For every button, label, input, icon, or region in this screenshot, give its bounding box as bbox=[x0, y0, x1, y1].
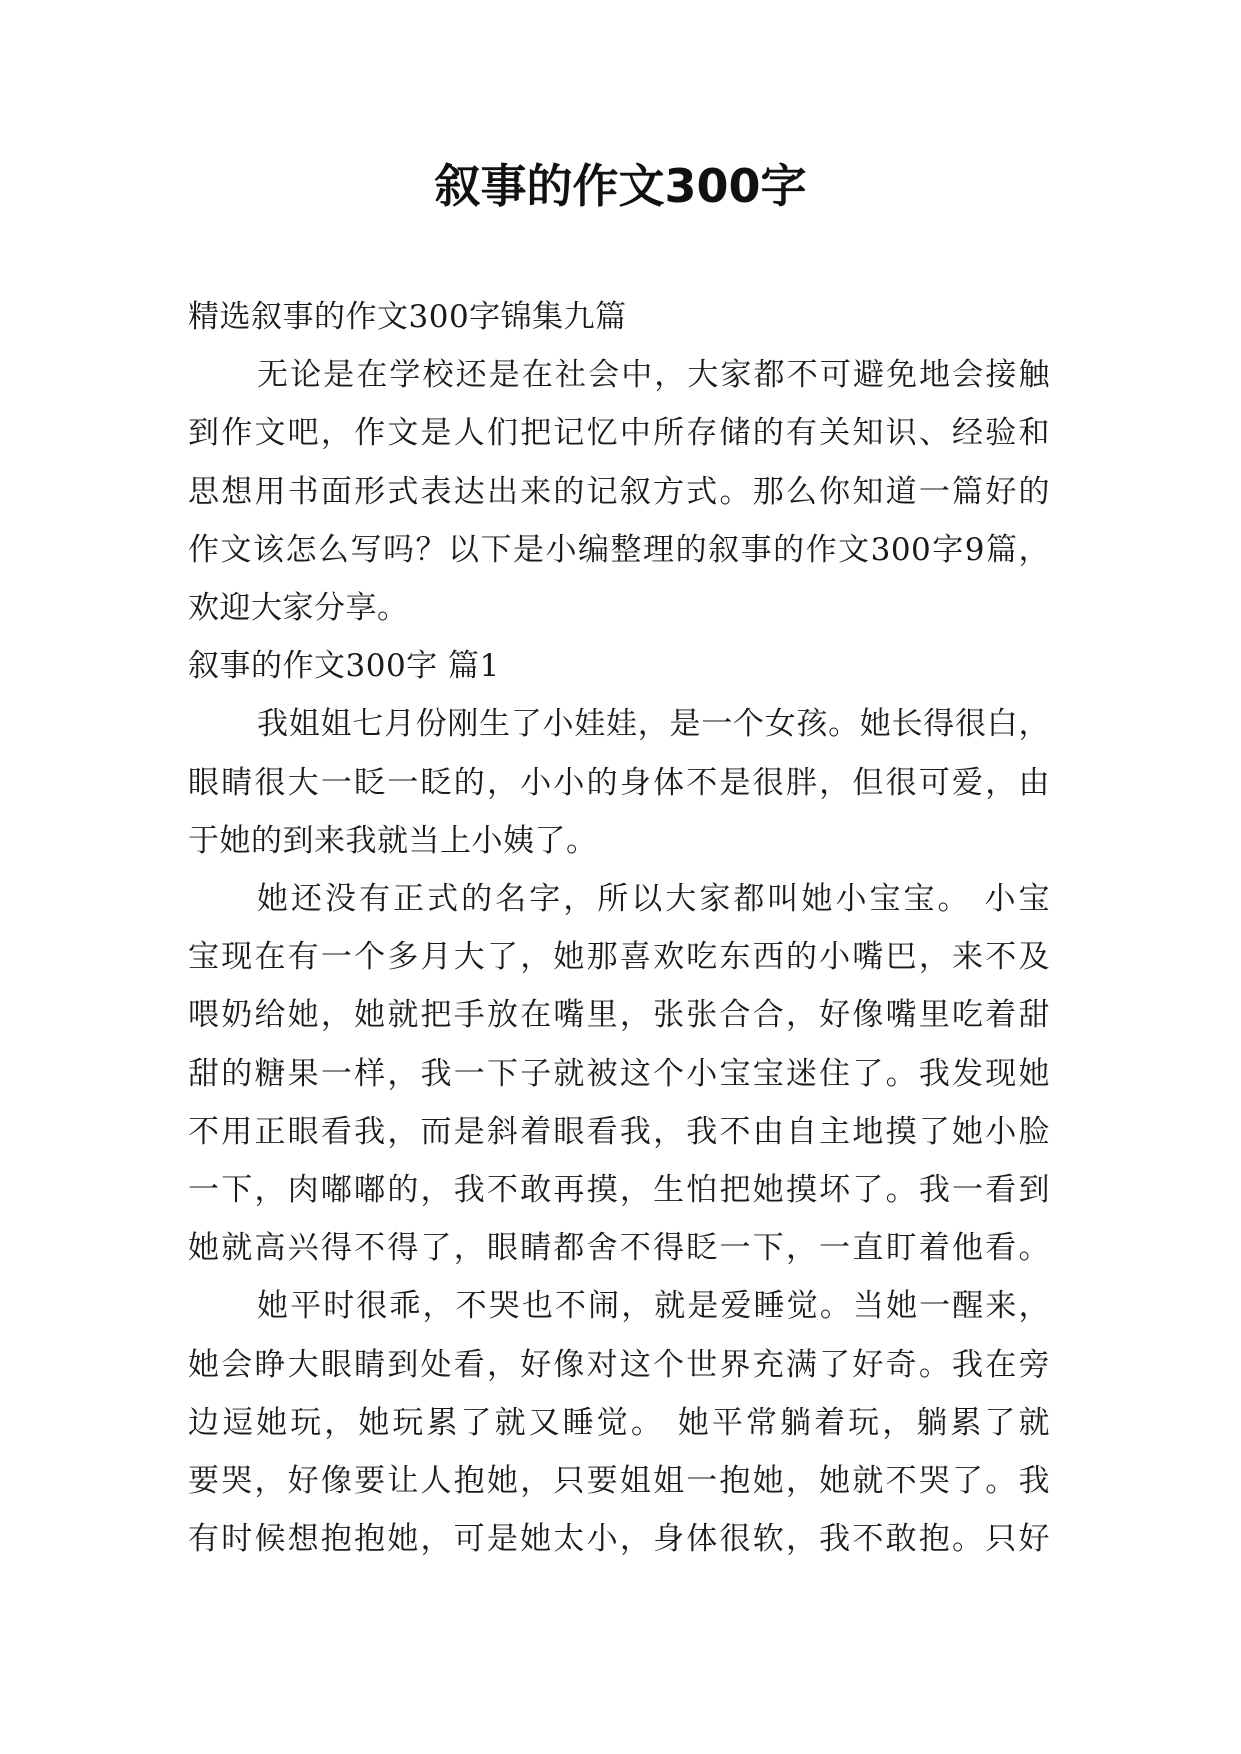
text-line: 无论是在学校还是在社会中，大家都不可避免地会接触 bbox=[257, 357, 1050, 394]
text-line: 眼睛很大一眨一眨的，小小的身体不是很胖，但很可爱，由 bbox=[188, 764, 1050, 801]
text-line: 甜的糖果一样，我一下子就被这个小宝宝迷住了。我发现她 bbox=[188, 1055, 1050, 1092]
text-line: 有时候想抱抱她，可是她太小，身体很软，我不敢抱。只好 bbox=[188, 1521, 1050, 1558]
document-subtitle: 精选叙事的作文300字锦集九篇 bbox=[188, 299, 627, 335]
text-line: 一下，肉嘟嘟的，我不敢再摸，生怕把她摸坏了。我一看到 bbox=[188, 1172, 1050, 1209]
text-line: 要哭，好像要让人抱她，只要姐姐一抱她，她就不哭了。我 bbox=[188, 1463, 1050, 1500]
text-line: 我姐姐七月份刚生了小娃娃，是一个女孩。她长得很白， bbox=[257, 706, 1050, 743]
text-line: 宝现在有一个多月大了，她那喜欢吃东西的小嘴巴，来不及 bbox=[188, 939, 1050, 976]
text-line: 她会睁大眼睛到处看，好像对这个世界充满了好奇。我在旁 bbox=[188, 1346, 1050, 1383]
text-line: 边逗她玩，她玩累了就又睡觉。 她平常躺着玩，躺累了就 bbox=[188, 1404, 1050, 1441]
text-line: 她还没有正式的名字，所以大家都叫她小宝宝。 小宝 bbox=[257, 881, 1050, 918]
text-line: 叙事的作文300字 篇1 bbox=[188, 648, 500, 685]
text-line: 于她的到来我就当上小姨了。 bbox=[188, 822, 598, 859]
text-line: 到作文吧，作文是人们把记忆中所存储的有关知识、经验和 bbox=[188, 415, 1050, 452]
text-line: 她平时很乖，不哭也不闹，就是爱睡觉。当她一醒来， bbox=[257, 1288, 1050, 1325]
text-line: 不用正眼看我，而是斜着眼看我，我不由自主地摸了她小脸 bbox=[188, 1113, 1050, 1150]
text-line: 她就高兴得不得了，眼睛都舍不得眨一下，一直盯着他看。 bbox=[188, 1230, 1050, 1267]
text-line: 欢迎大家分享。 bbox=[188, 590, 409, 627]
text-line: 作文该怎么写吗？以下是小编整理的叙事的作文300字9篇， bbox=[188, 531, 1050, 568]
text-line: 思想用书面形式表达出来的记叙方式。那么你知道一篇好的 bbox=[188, 473, 1050, 510]
text-line: 喂奶给她，她就把手放在嘴里，张张合合，好像嘴里吃着甜 bbox=[188, 997, 1050, 1034]
document-title: 叙事的作文300字 bbox=[434, 159, 807, 213]
document-body bbox=[188, 288, 1050, 1568]
